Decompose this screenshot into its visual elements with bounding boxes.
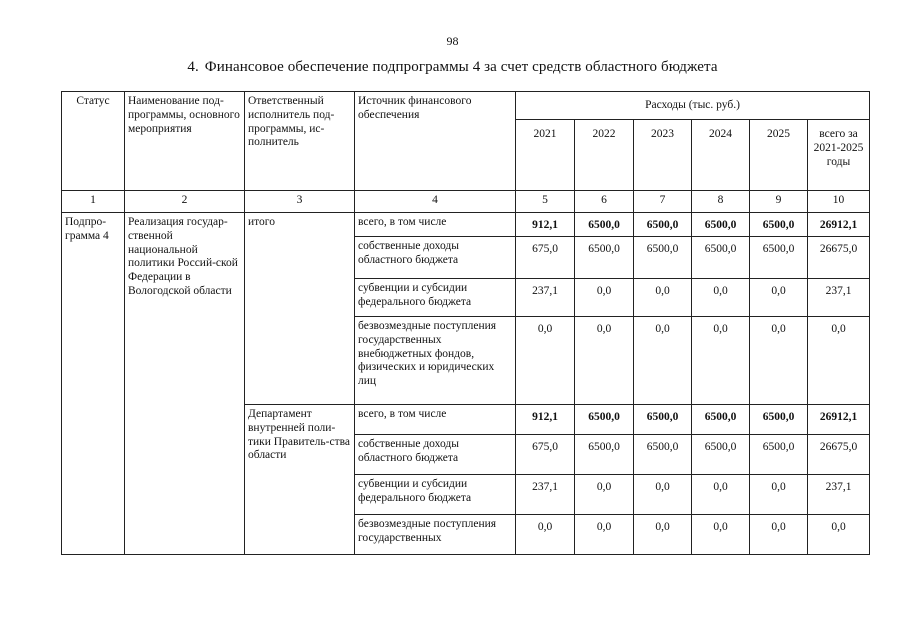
value-cell: 0,0: [750, 317, 808, 405]
column-number: 9: [750, 191, 808, 213]
header-total: всего за 2021-2025 годы: [808, 120, 870, 191]
value-cell: 6500,0: [750, 213, 808, 237]
source-cell: всего, в том числе: [355, 213, 516, 237]
value-cell: 6500,0: [692, 213, 750, 237]
table-row: [62, 213, 870, 237]
section-number: 4.: [187, 59, 199, 75]
header-expenses: Расходы (тыс. руб.): [516, 92, 870, 120]
column-number: 10: [808, 191, 870, 213]
value-cell: 6500,0: [692, 237, 750, 279]
section-title: [0, 59, 905, 76]
column-number: 6: [575, 191, 634, 213]
value-cell: 0,0: [634, 279, 692, 317]
value-cell: 0,0: [808, 317, 870, 405]
value-cell: 6500,0: [575, 213, 634, 237]
header-year-2024: 2024: [692, 120, 750, 191]
source-cell: субвенции и субсидии федерального бюджета: [355, 279, 516, 317]
value-cell: 237,1: [808, 475, 870, 515]
value-cell: 0,0: [575, 475, 634, 515]
value-cell: 6500,0: [634, 405, 692, 435]
header-year-2025: 2025: [750, 120, 808, 191]
value-cell: 912,1: [516, 213, 575, 237]
value-cell: 26912,1: [808, 405, 870, 435]
value-cell: 0,0: [575, 317, 634, 405]
executor-cell: Департамент внутренней поли-тики Правитель-ства области: [245, 405, 355, 555]
header-year-2023: 2023: [634, 120, 692, 191]
column-number: 7: [634, 191, 692, 213]
value-cell: 237,1: [808, 279, 870, 317]
value-cell: 0,0: [516, 515, 575, 555]
status-cell: Подпро-грамма 4: [62, 213, 125, 555]
value-cell: 6500,0: [634, 213, 692, 237]
header-row-1: [62, 92, 870, 120]
column-number: 4: [355, 191, 516, 213]
value-cell: 0,0: [692, 515, 750, 555]
value-cell: 6500,0: [575, 435, 634, 475]
value-cell: 6500,0: [634, 237, 692, 279]
source-cell: собственные доходы областного бюджета: [355, 237, 516, 279]
value-cell: 675,0: [516, 435, 575, 475]
value-cell: 0,0: [516, 317, 575, 405]
header-executor: Ответственный исполнитель под-программы, ис-полнитель: [245, 92, 355, 191]
header-year-2022: 2022: [575, 120, 634, 191]
program-name-cell: Реализация государ-ственной национальной политики Россий-ской Федерации в Вологодской области: [125, 213, 245, 555]
value-cell: 6500,0: [575, 237, 634, 279]
value-cell: 912,1: [516, 405, 575, 435]
value-cell: 6500,0: [575, 405, 634, 435]
value-cell: 6500,0: [750, 405, 808, 435]
table-body: [62, 92, 870, 555]
value-cell: 0,0: [575, 515, 634, 555]
column-number: 1: [62, 191, 125, 213]
value-cell: 675,0: [516, 237, 575, 279]
column-number: 3: [245, 191, 355, 213]
source-cell: безвозмездные поступления государственных: [355, 515, 516, 555]
value-cell: 6500,0: [692, 405, 750, 435]
value-cell: 0,0: [692, 475, 750, 515]
value-cell: 0,0: [634, 515, 692, 555]
value-cell: 6500,0: [692, 435, 750, 475]
value-cell: 0,0: [692, 317, 750, 405]
value-cell: 237,1: [516, 279, 575, 317]
source-cell: безвозмездные поступления государственных внебюджетных фондов, физических и юридических лиц: [355, 317, 516, 405]
section-title-text: Финансовое обеспечение подпрограммы 4 за счет средств областного бюджета: [204, 59, 718, 75]
value-cell: 0,0: [808, 515, 870, 555]
value-cell: 0,0: [750, 475, 808, 515]
value-cell: 0,0: [692, 279, 750, 317]
executor-cell: итого: [245, 213, 355, 405]
value-cell: 26675,0: [808, 435, 870, 475]
header-year-2021: 2021: [516, 120, 575, 191]
header-source: Источник финансового обеспечения: [355, 92, 516, 191]
column-number: 5: [516, 191, 575, 213]
page-number: 98: [446, 34, 459, 48]
value-cell: 6500,0: [750, 435, 808, 475]
column-number: 2: [125, 191, 245, 213]
source-cell: собственные доходы областного бюджета: [355, 435, 516, 475]
value-cell: 6500,0: [634, 435, 692, 475]
value-cell: 0,0: [634, 317, 692, 405]
column-number-row: [62, 191, 870, 213]
source-cell: всего, в том числе: [355, 405, 516, 435]
header-status: Статус: [62, 92, 125, 191]
value-cell: 237,1: [516, 475, 575, 515]
value-cell: 0,0: [634, 475, 692, 515]
value-cell: 6500,0: [750, 237, 808, 279]
value-cell: 0,0: [750, 279, 808, 317]
financing-table: [61, 91, 870, 555]
value-cell: 26912,1: [808, 213, 870, 237]
source-cell: субвенции и субсидии федерального бюджета: [355, 475, 516, 515]
value-cell: 0,0: [575, 279, 634, 317]
value-cell: 26675,0: [808, 237, 870, 279]
column-number: 8: [692, 191, 750, 213]
header-name: Наименование под-программы, основного мероприятия: [125, 92, 245, 191]
value-cell: 0,0: [750, 515, 808, 555]
